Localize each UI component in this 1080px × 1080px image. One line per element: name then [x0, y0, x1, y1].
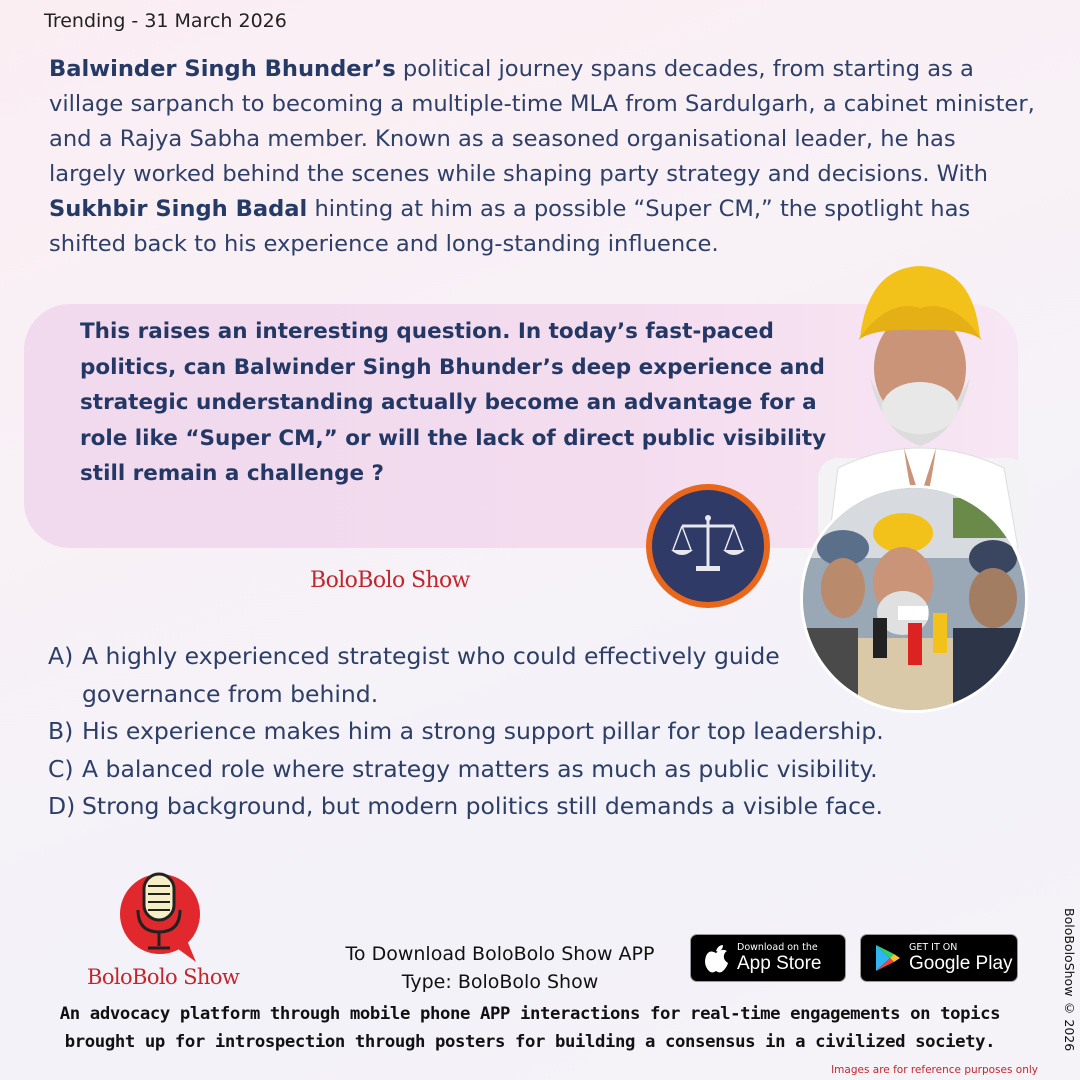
app-store-button[interactable]: [690, 934, 846, 982]
option-text: A highly experienced strategist who could effectively guide governance from behind.: [82, 642, 780, 708]
google-play-icon: [873, 943, 901, 973]
download-line-1: To Download BoloBolo Show APP: [345, 943, 655, 965]
google-play-small-text: GET IT ON: [909, 941, 958, 953]
google-play-label: Google Play: [909, 952, 1013, 974]
intro-name-badal: Sukhbir Singh Badal: [49, 196, 308, 222]
option-letter: D): [48, 792, 76, 820]
google-play-button[interactable]: [860, 934, 1018, 982]
option-text: Strong background, but modern politics still demands a visible face.: [82, 792, 884, 820]
intro-name-bhunder: Balwinder Singh Bhunder’s: [49, 56, 396, 82]
brand-name-center: BoloBolo Show: [310, 568, 470, 593]
copyright-notice: BoloBoloShow © 2026: [1062, 908, 1077, 1052]
trending-date: Trending - 31 March 2026: [44, 10, 287, 32]
option-text: A balanced role where strategy matters as much as public visibility.: [82, 754, 878, 783]
option-d[interactable]: [48, 788, 1048, 826]
intro-text-2: hinting at him as a possible “Super CM,” the spotlight has shifted back to his experience and long-standing influence.: [49, 196, 971, 257]
option-letter: A): [48, 642, 74, 670]
option-a[interactable]: [48, 638, 1048, 713]
option-letter: C): [48, 754, 74, 783]
intro-paragraph: [49, 52, 1039, 262]
option-letter: B): [48, 717, 74, 745]
microphone-icon: [112, 866, 212, 966]
app-store-small-text: Download on the: [737, 941, 818, 953]
apple-icon: [703, 943, 729, 973]
balance-scale-badge: [646, 484, 770, 608]
app-store-label: App Store: [737, 952, 822, 974]
option-b[interactable]: [48, 713, 1048, 751]
download-instructions: [320, 940, 680, 996]
question-text: This raises an interesting question. In today’s fast-paced politics, can Balwinder Singh Bhunder’s deep experience and strategic understanding actually become an advantage for a role like “Super CM,” or will the lack of direct public visibility still remain a challenge ?: [80, 319, 827, 486]
answer-options: [48, 638, 1048, 826]
image-disclaimer: Images are for reference purposes only: [831, 1064, 1038, 1076]
balance-scale-icon: [668, 506, 748, 586]
option-c[interactable]: [48, 751, 1048, 789]
brand-name-footer: BoloBolo Show: [87, 965, 240, 989]
intro-text-1: political journey spans decades, from starting as a village sarpanch to becoming a multiple-time MLA from Sardulgarh, a cabinet minister, and a Rajya Sabha member. Known as a seasoned organisational leader, he has largely worked behind the scenes while shaping party strategy and decisions. With: [49, 56, 1035, 187]
download-line-2: Type: BoloBolo Show: [401, 971, 599, 993]
option-text: His experience makes him a strong support pillar for top leadership.: [82, 717, 884, 745]
platform-tagline: An advocacy platform through mobile phone APP interactions for real-time engagements on topics brought up for introspection through posters for building a consensus in a civilized society.: [59, 1004, 1001, 1052]
